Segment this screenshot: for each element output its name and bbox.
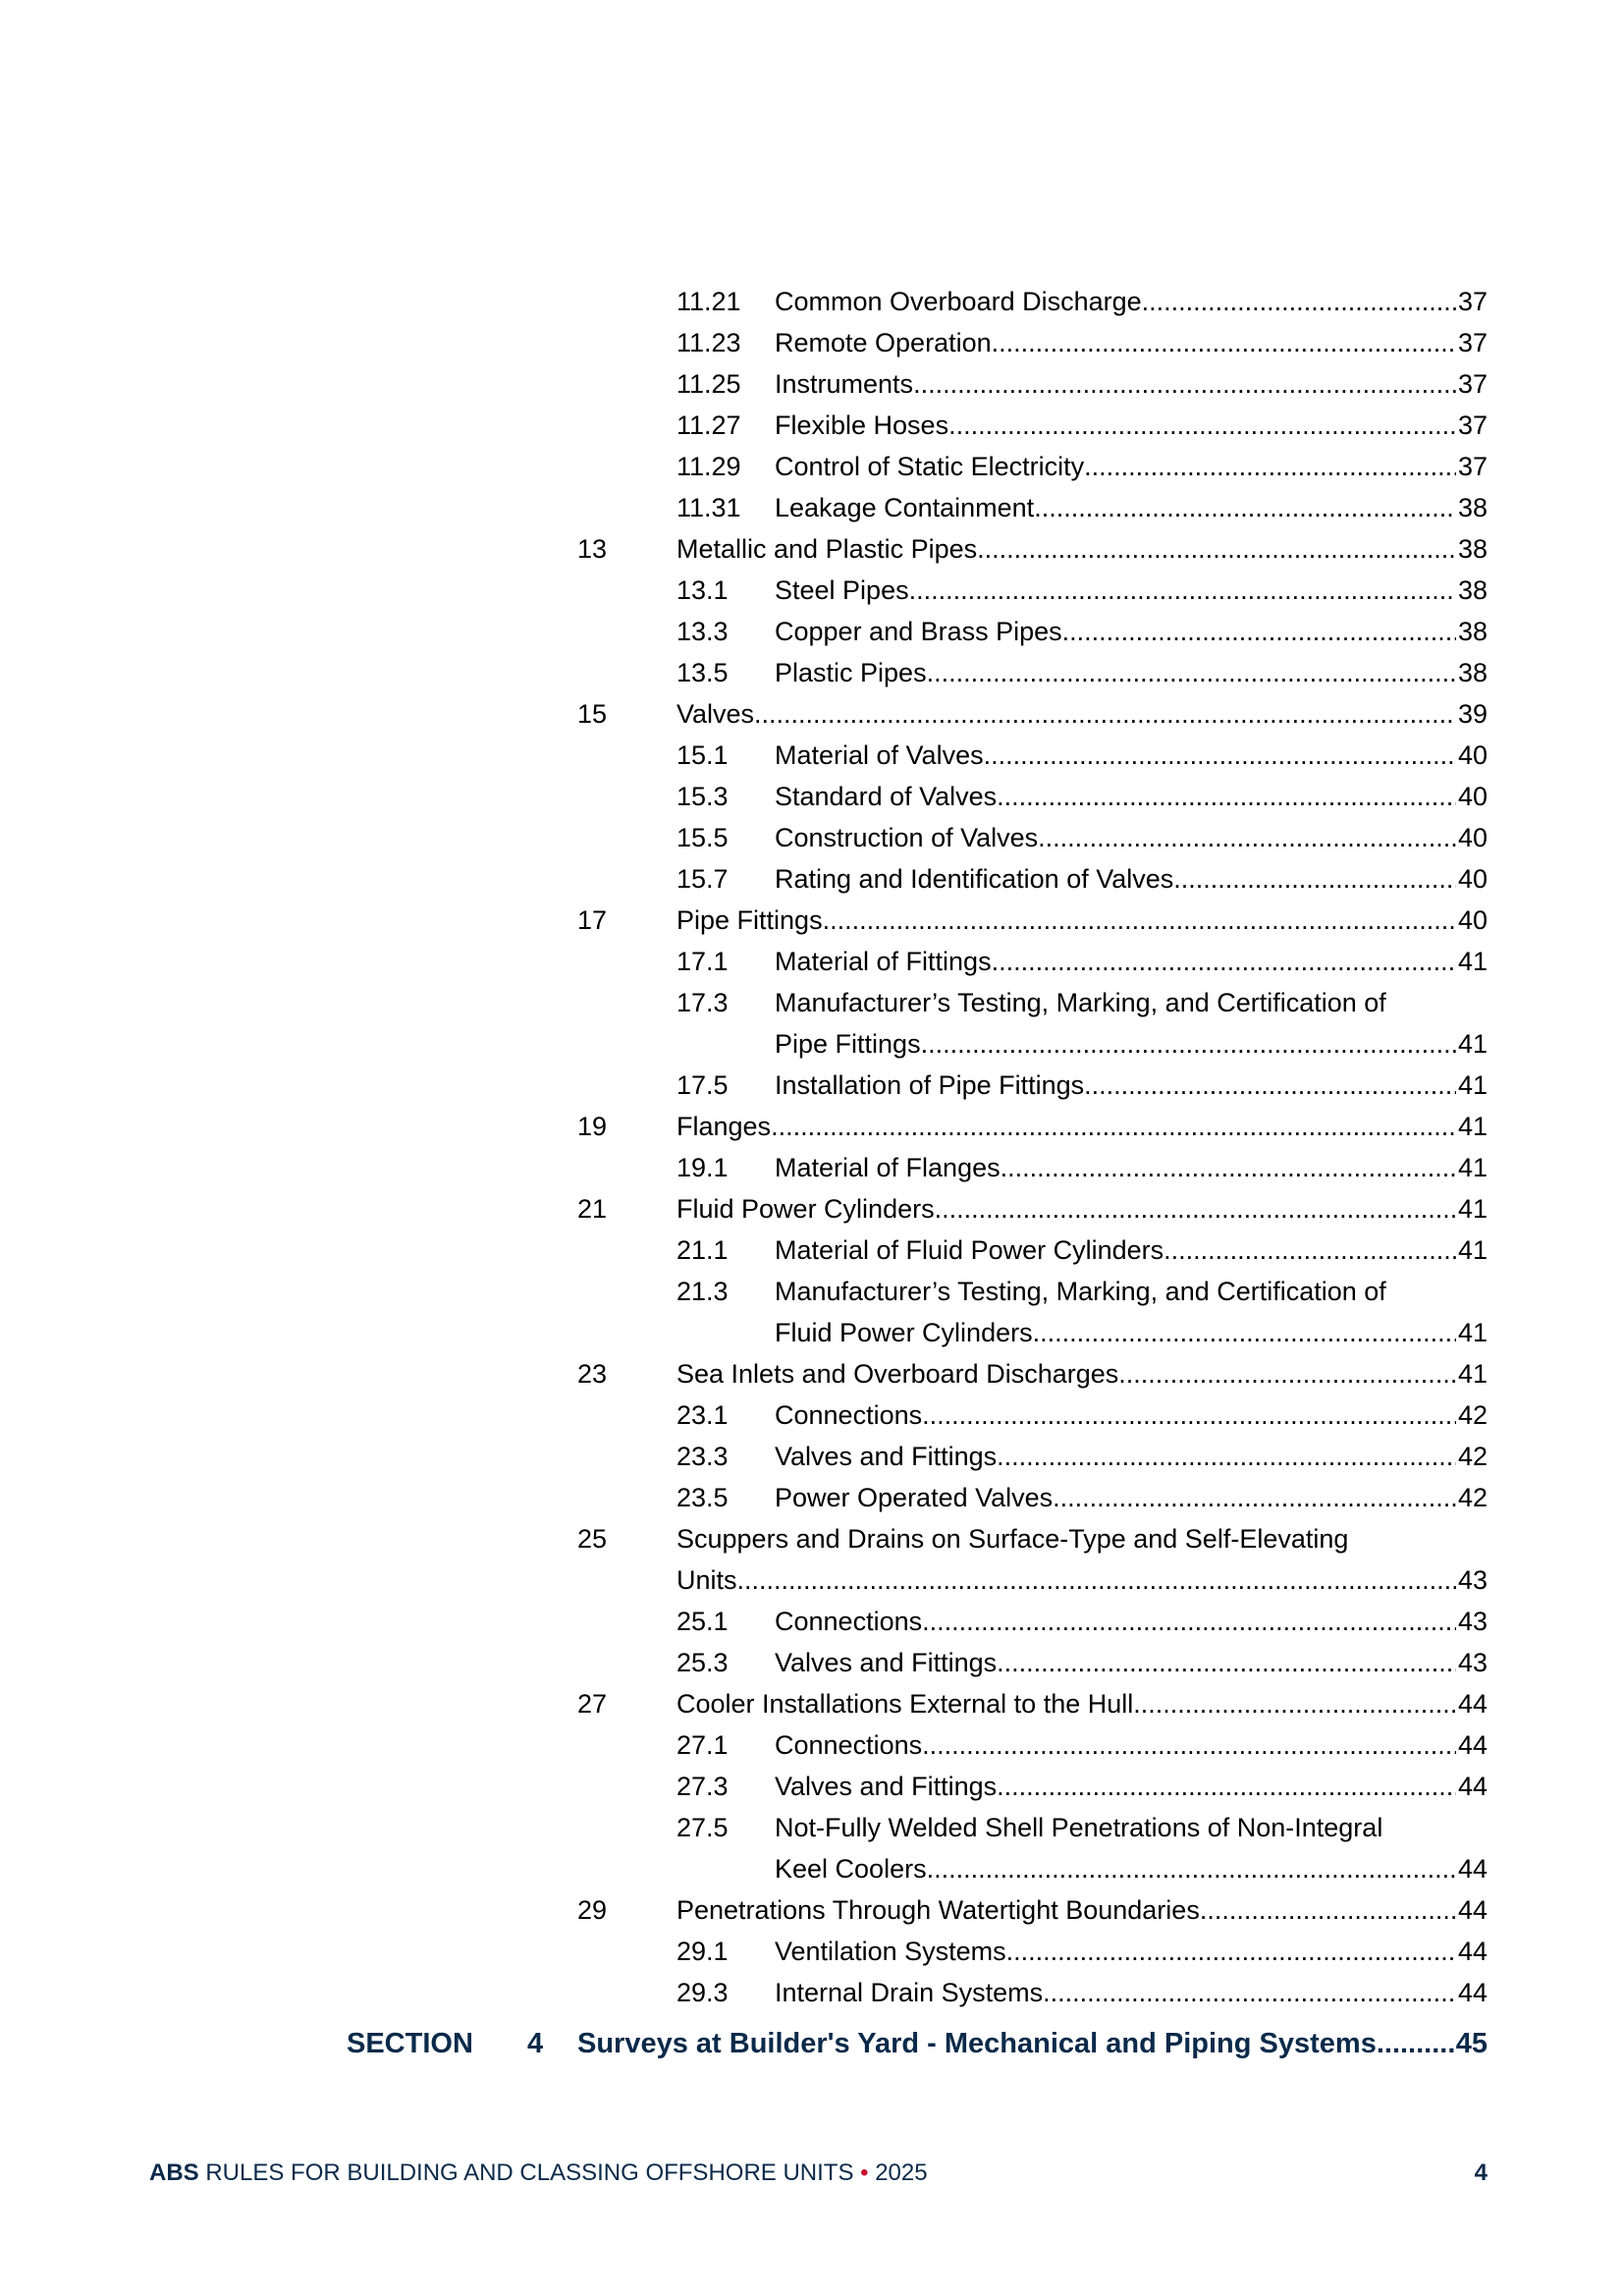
toc-entry-page-number: 40 [1457,782,1488,811]
toc-entry-title: Connections [775,1400,923,1430]
toc-entry-line [775,1477,1488,1518]
toc-entry[interactable] [0,611,1623,652]
toc-entry-number: 25.3 [676,1648,729,1677]
dot-leader [927,652,1456,693]
toc-entry-number: 13.1 [676,575,729,605]
dot-leader [922,1724,1456,1766]
toc-entry[interactable] [0,817,1623,858]
dot-leader [922,1394,1456,1436]
toc-entry-title: Material of Flanges [775,1153,1001,1182]
toc-entry-number: 17 [577,905,608,935]
toc-entry[interactable] [0,1724,1623,1766]
toc-entry[interactable] [0,1394,1623,1436]
toc-entry-line [775,322,1488,363]
toc-entry-page-number: 42 [1457,1483,1488,1512]
toc-entry-number: 15.5 [676,823,729,852]
toc-entry[interactable] [0,446,1623,487]
toc-entry-number: 25.1 [676,1607,729,1636]
toc-entry-line [775,817,1488,858]
toc-entry[interactable] [0,982,1623,1065]
toc-entry-line [775,611,1488,652]
toc-entry-title-line1: Scuppers and Drains on Surface-Type and Self-Elevating [676,1524,1349,1554]
toc-entry-title-line1: Manufacturer’s Testing, Marking, and Certification of [775,988,1386,1017]
toc-entry-line [676,1683,1488,1724]
toc-entry-number: 11.27 [676,410,741,440]
toc-entry-number: 13.5 [676,658,729,687]
toc-entry-number: 15.7 [676,864,729,894]
toc-entry[interactable] [0,1807,1623,1889]
toc-entry[interactable] [0,693,1623,735]
toc-entry-number: 27.1 [676,1730,729,1760]
dot-leader [1001,1147,1456,1188]
dot-leader [997,1642,1456,1683]
toc-entry-title: Valves and Fittings [775,1648,998,1677]
footer-bullet: • [860,2159,869,2186]
toc-entry-number: 25 [577,1524,608,1554]
dot-leader [1084,1065,1456,1106]
toc-entry-number: 23.1 [676,1400,729,1430]
toc-entry-page-number: 40 [1457,864,1488,894]
toc-entry-page-number: 44 [1457,1937,1488,1966]
toc-entry-page-number: 38 [1457,493,1488,522]
toc-entry-line [775,1147,1488,1188]
dot-leader [992,941,1456,982]
toc-entry-page-number: 37 [1457,452,1488,481]
dot-leader [1142,281,1456,322]
toc-entry[interactable] [0,363,1623,405]
toc-entry-line [775,858,1488,900]
toc-entry-title: Plastic Pipes [775,658,927,687]
toc-entry-title: Units [676,1565,737,1595]
toc-entry-title-line1: Not-Fully Welded Shell Penetrations of Non-Integral [775,1813,1383,1842]
toc-entry-number: 15.3 [676,782,729,811]
toc-entry-title: Pipe Fittings [676,905,823,935]
toc-entry[interactable] [0,1972,1623,2013]
toc-entry-title: Valves and Fittings [775,1772,998,1801]
toc-entry[interactable] [0,735,1623,776]
toc-entry-title: Power Operated Valves [775,1483,1054,1512]
toc-entry-page-number: 41 [1457,947,1488,976]
dot-leader [984,735,1456,776]
toc-entry-line [676,1889,1488,1931]
toc-entry-line [775,1230,1488,1271]
toc-entry-page-number: 44 [1457,1895,1488,1925]
toc-entry-title: Connections [775,1730,923,1760]
dot-leader [737,1559,1456,1601]
toc-entry-number: 15.1 [676,740,729,770]
dot-leader [1084,446,1456,487]
toc-entry-number: 17.1 [676,947,729,976]
toc-entry-title: Material of Fittings [775,947,992,976]
dot-leader [992,322,1456,363]
toc-entry-title: Instruments [775,369,914,399]
dot-leader [1053,1477,1456,1518]
toc-entry-line [775,776,1488,817]
toc-entry-page-number: 44 [1457,1978,1488,2007]
toc-entry-title-line1: Manufacturer’s Testing, Marking, and Certification of [775,1277,1386,1306]
toc-entry-line [775,1601,1488,1642]
toc-entry-number: 27.5 [676,1813,729,1842]
dot-leader [977,528,1456,570]
toc-entry-number: 11.23 [676,328,741,357]
toc-entry-number: 29.3 [676,1978,729,2007]
toc-entry[interactable] [0,1683,1623,1724]
toc-entry-page-number: 38 [1457,575,1488,605]
toc-entry[interactable] [0,1931,1623,1972]
toc-entry-line [775,1312,1488,1353]
toc-entry-page-number: 37 [1457,328,1488,357]
toc-entry-title: Sea Inlets and Overboard Discharges [676,1359,1119,1389]
toc-entry-number: 13 [577,534,608,564]
toc-entry-line [676,1188,1488,1230]
toc-entry-line [775,570,1488,611]
toc-entry[interactable] [0,528,1623,570]
toc-entry-page-number: 44 [1457,1689,1488,1719]
toc-entry-title: Installation of Pipe Fittings [775,1070,1085,1100]
section-heading[interactable] [0,2021,1623,2066]
toc-entry[interactable] [0,776,1623,817]
toc-entry-number: 27 [577,1689,608,1719]
dot-leader [921,1023,1456,1065]
footer-brand: ABS [149,2159,199,2186]
dot-leader [1163,1230,1456,1271]
page-footer [0,2157,1623,2190]
dot-leader [1200,1889,1456,1931]
toc-entry-title: Ventilation Systems [775,1937,1006,1966]
toc-entry-number: 11.29 [676,452,741,481]
toc-entry-line [676,1106,1488,1147]
toc-entry-title: Rating and Identification of Valves [775,864,1174,894]
dot-leader [1006,1931,1456,1972]
toc-entry-number: 23.5 [676,1483,729,1512]
toc-entry-line [775,1642,1488,1683]
toc-entry[interactable] [0,322,1623,363]
toc-entry-title: Connections [775,1607,923,1636]
toc-entry-line [775,1848,1488,1889]
toc-entry[interactable] [0,1601,1623,1642]
toc-entry[interactable] [0,1188,1623,1230]
dot-leader [771,1106,1456,1147]
toc-entry[interactable] [0,652,1623,693]
dot-leader [1133,1683,1456,1724]
toc-entry-line [775,1766,1488,1807]
toc-entry-title: Flexible Hoses [775,410,949,440]
dot-leader [1033,1312,1456,1353]
toc-entry-line [775,941,1488,982]
dot-leader [1062,611,1456,652]
toc-entry-page-number: 40 [1457,823,1488,852]
toc-entry[interactable] [0,487,1623,528]
toc-entry[interactable] [0,858,1623,900]
toc-entry-line [775,405,1488,446]
dot-leader [909,570,1456,611]
dot-leader [823,900,1456,941]
footer-year: 2025 [875,2159,928,2186]
dot-leader [1034,487,1456,528]
toc-entry-number: 23.3 [676,1442,729,1471]
toc-entry-line [775,281,1488,322]
toc-entry-title: Copper and Brass Pipes [775,617,1062,646]
toc-entry-title: Remote Operation [775,328,992,357]
toc-entry[interactable] [0,1642,1623,1683]
toc-entry-number: 27.3 [676,1772,729,1801]
toc-entry[interactable] [0,281,1623,322]
dot-leader [1118,1353,1456,1394]
toc-entry[interactable] [0,1766,1623,1807]
toc-entry-number: 23 [577,1359,608,1389]
toc-entry-title: Standard of Valves [775,782,998,811]
toc-entry-title: Fluid Power Cylinders [676,1194,935,1224]
toc-entry-page-number: 40 [1457,740,1488,770]
section-label: SECTION [347,2028,473,2059]
footer-page-number: 4 [1474,2159,1488,2186]
section-number: 4 [527,2028,544,2059]
toc-entry-line [775,1931,1488,1972]
toc-entry-page-number: 41 [1457,1070,1488,1100]
toc-entry-page-number: 37 [1457,287,1488,316]
section-title-line [577,2021,1488,2066]
toc-entry-line [775,1394,1488,1436]
toc-entry[interactable] [0,900,1623,941]
toc-entry-page-number: 39 [1457,699,1488,729]
toc-entry-page-number: 41 [1457,1359,1488,1389]
section-title: Surveys at Builder's Yard - Mechanical and Piping Systems [577,2028,1377,2059]
toc-entry-page-number: 41 [1457,1153,1488,1182]
toc-entry-page-number: 38 [1457,617,1488,646]
toc-entry[interactable] [0,1477,1623,1518]
toc-entry-line [775,363,1488,405]
toc-entry-page-number: 43 [1457,1607,1488,1636]
toc-entry-title: Internal Drain Systems [775,1978,1044,2007]
toc-entry-line [676,900,1488,941]
toc-entry-page-number: 41 [1457,1112,1488,1141]
toc-entry-number: 19 [577,1112,608,1141]
toc-entry-line [775,1724,1488,1766]
toc-entry-page-number: 44 [1457,1730,1488,1760]
toc-entry-title: Common Overboard Discharge [775,287,1142,316]
toc-entry-page-number: 38 [1457,534,1488,564]
toc-entry-page-number: 44 [1457,1854,1488,1884]
toc-entry-title: Fluid Power Cylinders [775,1318,1033,1347]
toc-entry-page-number: 44 [1457,1772,1488,1801]
toc-entry-number: 21.1 [676,1235,729,1265]
toc-entry-title: Valves [676,699,755,729]
toc-entry-page-number: 43 [1457,1648,1488,1677]
toc-entry-number: 11.21 [676,287,741,316]
toc-entry[interactable] [0,941,1623,982]
dot-leader [1038,817,1456,858]
toc-entry-line [676,1353,1488,1394]
toc-entry-title: Construction of Valves [775,823,1039,852]
dot-leader [754,693,1456,735]
toc-entry-line [676,693,1488,735]
toc-entry-page-number: 41 [1457,1029,1488,1059]
dot-leader [948,405,1456,446]
toc-entry-page-number: 41 [1457,1235,1488,1265]
toc-entry-title: Valves and Fittings [775,1442,998,1471]
toc-entry-number: 11.25 [676,369,741,399]
toc-entry-line [775,652,1488,693]
toc-entry-title: Keel Coolers [775,1854,927,1884]
toc-entry-number: 17.3 [676,988,729,1017]
toc-entry-number: 21 [577,1194,608,1224]
toc-entry-number: 29.1 [676,1937,729,1966]
toc-entry-page-number: 42 [1457,1442,1488,1471]
dot-leader [913,363,1456,405]
toc-entry-title: Pipe Fittings [775,1029,921,1059]
toc-entry[interactable] [0,1271,1623,1353]
toc-entry-page-number: 37 [1457,369,1488,399]
toc-entry-title: Flanges [676,1112,772,1141]
toc-entry[interactable] [0,570,1623,611]
footer-title [149,2157,928,2190]
toc-entry-number: 13.3 [676,617,729,646]
dot-leader [1377,2021,1454,2066]
toc-entry-page-number: 43 [1457,1565,1488,1595]
toc-entry-line [775,1972,1488,2013]
toc-entry-page-number: 41 [1457,1194,1488,1224]
toc-entry-number: 17.5 [676,1070,729,1100]
toc-entry-line [775,735,1488,776]
toc-entry-title: Material of Fluid Power Cylinders [775,1235,1164,1265]
toc-entry-title: Control of Static Electricity [775,452,1085,481]
toc-entry-number: 21.3 [676,1277,729,1306]
dot-leader [935,1188,1456,1230]
toc-entry-title: Cooler Installations External to the Hull [676,1689,1134,1719]
toc-entry-line [775,446,1488,487]
dot-leader [997,1436,1456,1477]
dot-leader [1173,858,1456,900]
toc-entry-title: Material of Valves [775,740,984,770]
toc-entry-page-number: 42 [1457,1400,1488,1430]
toc-entry[interactable] [0,1518,1623,1601]
toc-entry-page-number: 38 [1457,658,1488,687]
footer-text: RULES FOR BUILDING AND CLASSING OFFSHORE UNITS [205,2159,854,2186]
toc-entry-line [676,1559,1488,1601]
toc-entry-title: Leakage Containment [775,493,1035,522]
table-of-contents [0,281,1623,2013]
dot-leader [1043,1972,1456,2013]
toc-entry[interactable] [0,1106,1623,1147]
toc-entry-line [775,1023,1488,1065]
toc-entry-number: 19.1 [676,1153,729,1182]
toc-entry-page-number: 37 [1457,410,1488,440]
toc-entry-number: 11.31 [676,493,741,522]
dot-leader [922,1601,1456,1642]
toc-entry[interactable] [0,1889,1623,1931]
toc-entry-line [775,487,1488,528]
toc-entry-title: Steel Pipes [775,575,909,605]
toc-entry[interactable] [0,1436,1623,1477]
toc-entry[interactable] [0,1147,1623,1188]
toc-entry[interactable] [0,1230,1623,1271]
toc-entry-title: Penetrations Through Watertight Boundaries [676,1895,1200,1925]
toc-entry-line [676,528,1488,570]
toc-entry-page-number: 41 [1457,1318,1488,1347]
toc-entry-title: Metallic and Plastic Pipes [676,534,978,564]
dot-leader [927,1848,1456,1889]
section-page-number: 45 [1455,2028,1488,2059]
toc-entry[interactable] [0,405,1623,446]
toc-entry[interactable] [0,1065,1623,1106]
dot-leader [997,1766,1456,1807]
toc-entry-number: 29 [577,1895,608,1925]
toc-entry-line [775,1436,1488,1477]
toc-entry-number: 15 [577,699,608,729]
toc-entry-line [775,1065,1488,1106]
toc-entry-page-number: 40 [1457,905,1488,935]
dot-leader [997,776,1456,817]
toc-entry[interactable] [0,1353,1623,1394]
